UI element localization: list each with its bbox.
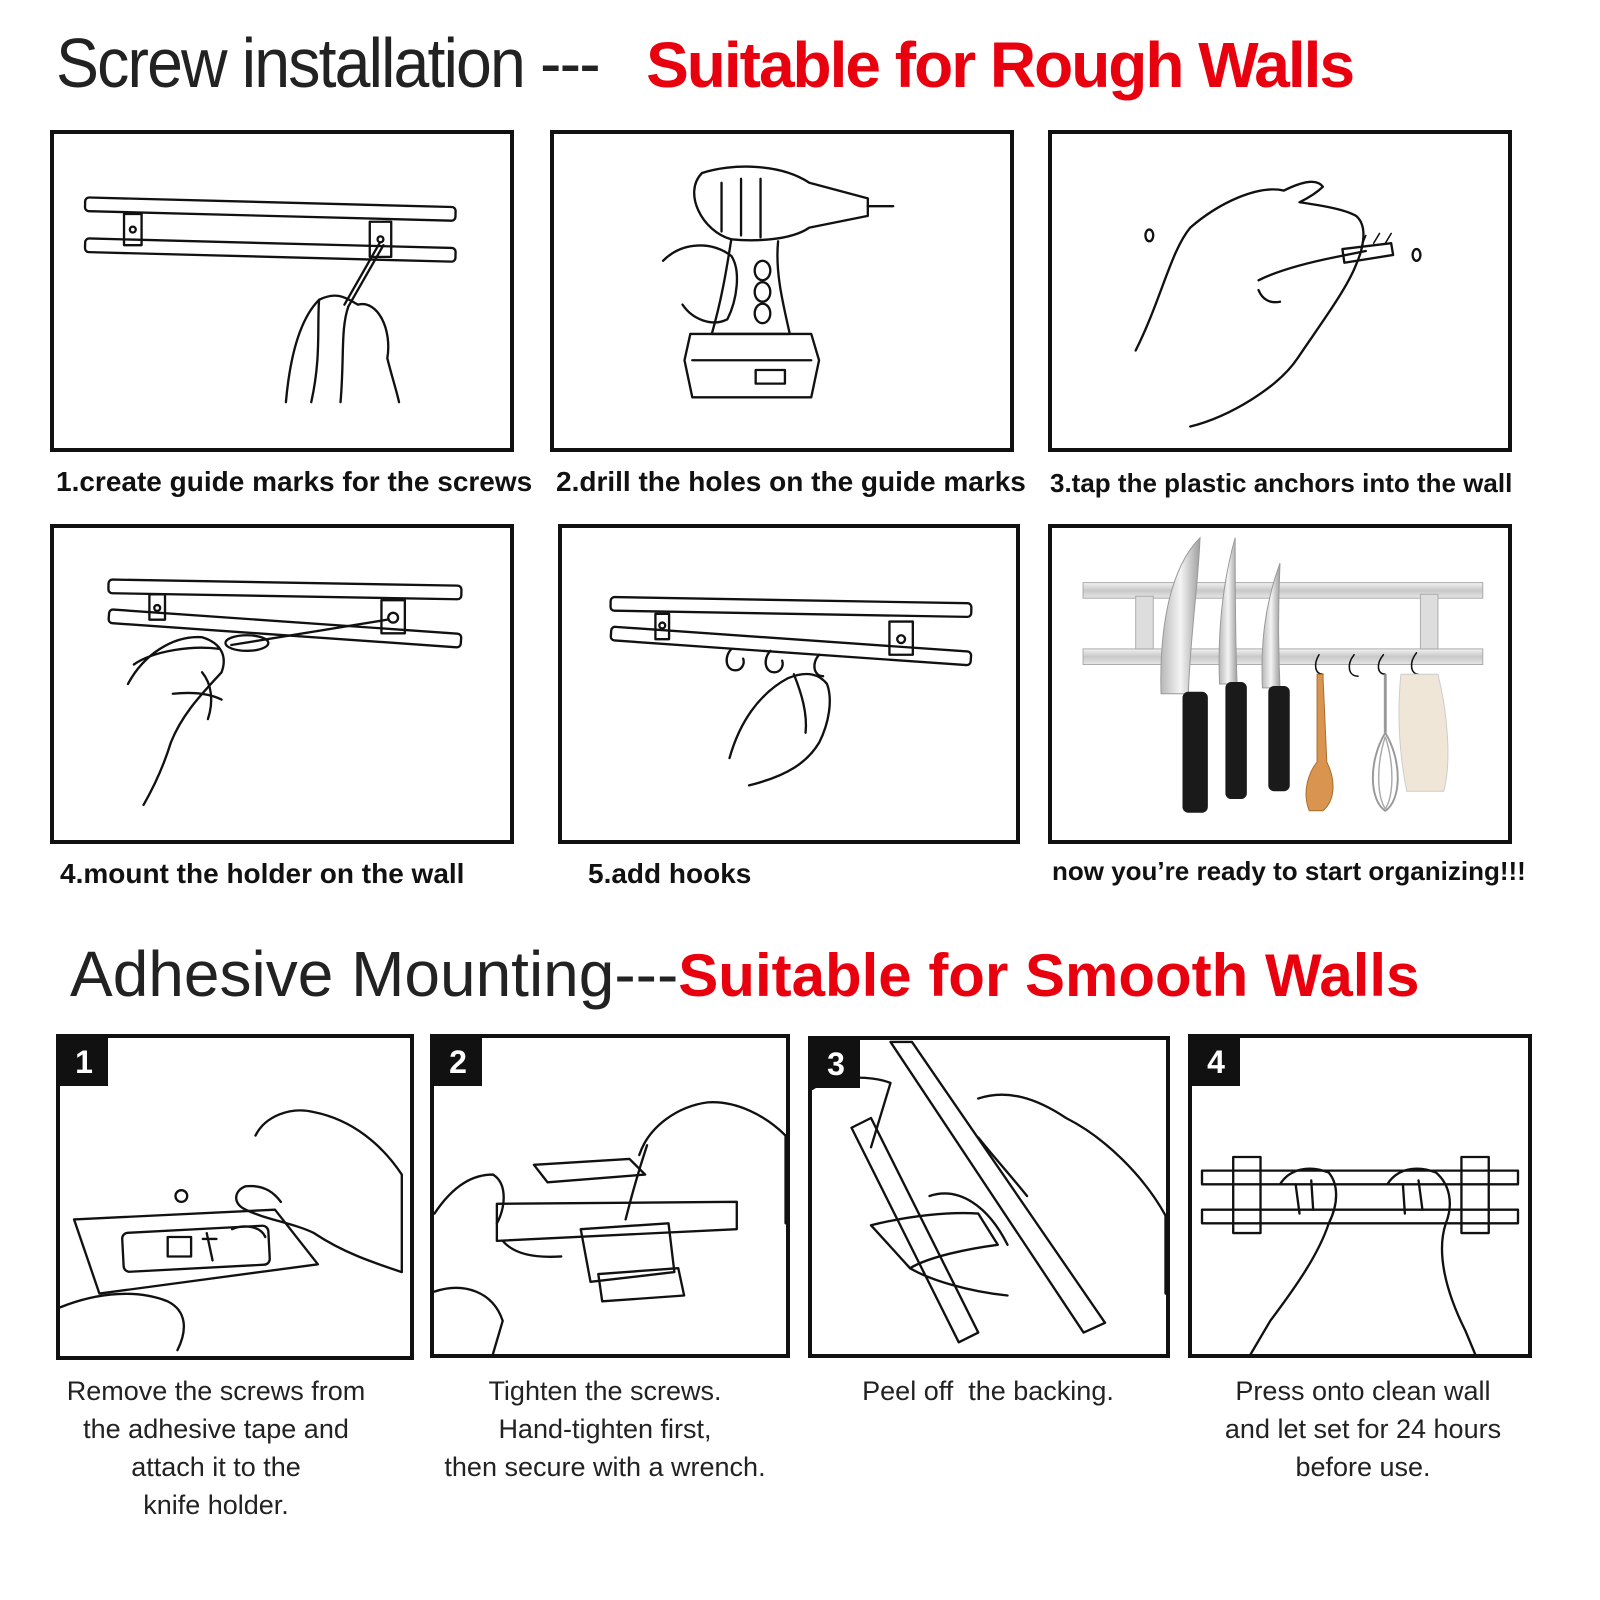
caption-line: the adhesive tape and <box>83 1414 349 1444</box>
screw-step-3-caption: 3.tap the plastic anchors into the wall <box>1050 468 1513 498</box>
screw-heading-red: Suitable for Rough Walls <box>646 29 1354 101</box>
adhesive-step-2-illustration <box>430 1034 790 1358</box>
screw-step-3-illustration <box>1048 130 1512 452</box>
peel-backing-drawing <box>812 1040 1166 1354</box>
adhesive-step-2-caption <box>420 1372 790 1486</box>
screw-step-4-illustration <box>50 524 514 844</box>
caption-line: Remove the screws from <box>66 1376 366 1406</box>
caption-line: and let set for 24 hours <box>1224 1414 1502 1444</box>
adhesive-mounting-heading <box>70 938 1420 1010</box>
screw-step-1-caption: 1.create guide marks for the screws <box>56 466 533 497</box>
caption-line: Hand-tighten first, <box>498 1414 712 1444</box>
screw-step-2-caption: 2.drill the holes on the guide marks <box>556 466 1026 497</box>
adhesive-step-3-caption <box>808 1372 1168 1410</box>
add-hooks-drawing <box>562 528 1016 840</box>
drill-drawing <box>554 134 1010 448</box>
screw-step-1-illustration <box>50 130 514 452</box>
screw-step-5-caption: 5.add hooks <box>588 858 752 889</box>
adhesive-heading-red: Suitable for Smooth Walls <box>678 942 1420 1009</box>
adhesive-step-1-number: 1 <box>60 1038 108 1086</box>
adhesive-step-1-caption <box>36 1372 396 1524</box>
caption-line: knife holder. <box>143 1490 289 1520</box>
guide-marks-drawing <box>54 134 510 448</box>
adhesive-step-2-number: 2 <box>434 1038 482 1086</box>
caption-line: before use. <box>1295 1452 1431 1482</box>
tighten-screws-drawing <box>434 1038 786 1354</box>
remove-screws-drawing <box>60 1038 410 1356</box>
press-onto-wall-drawing <box>1192 1038 1528 1354</box>
adhesive-step-4-number: 4 <box>1192 1038 1240 1086</box>
finished-rack-photo <box>1048 524 1512 844</box>
caption-line: Press onto clean wall <box>1235 1376 1491 1406</box>
adhesive-step-3-illustration <box>808 1036 1170 1358</box>
screw-step-5-illustration <box>558 524 1020 844</box>
finished-caption: now you’re ready to start organizing!!! <box>1052 856 1526 886</box>
screw-installation-heading <box>56 24 1354 102</box>
adhesive-step-4-caption <box>1188 1372 1538 1486</box>
adhesive-heading-dark: Adhesive Mounting--- <box>70 938 679 1010</box>
caption-line: Tighten the screws. <box>488 1376 722 1406</box>
screw-step-4-caption: 4.mount the holder on the wall <box>60 858 465 889</box>
screw-step-2-illustration <box>550 130 1014 452</box>
adhesive-step-1-illustration <box>56 1034 414 1360</box>
knife-rack-photo-drawing <box>1052 528 1508 840</box>
caption-line: then secure with a wrench. <box>444 1452 766 1482</box>
mount-holder-drawing <box>54 528 510 840</box>
caption-line: Peel off the backing. <box>862 1376 1114 1406</box>
adhesive-step-4-illustration <box>1188 1034 1532 1358</box>
adhesive-step-3-number: 3 <box>812 1040 860 1088</box>
screw-heading-dark: Screw installation --- <box>56 24 599 102</box>
caption-line: attach it to the <box>131 1452 301 1482</box>
anchor-tapping-drawing <box>1052 134 1508 448</box>
